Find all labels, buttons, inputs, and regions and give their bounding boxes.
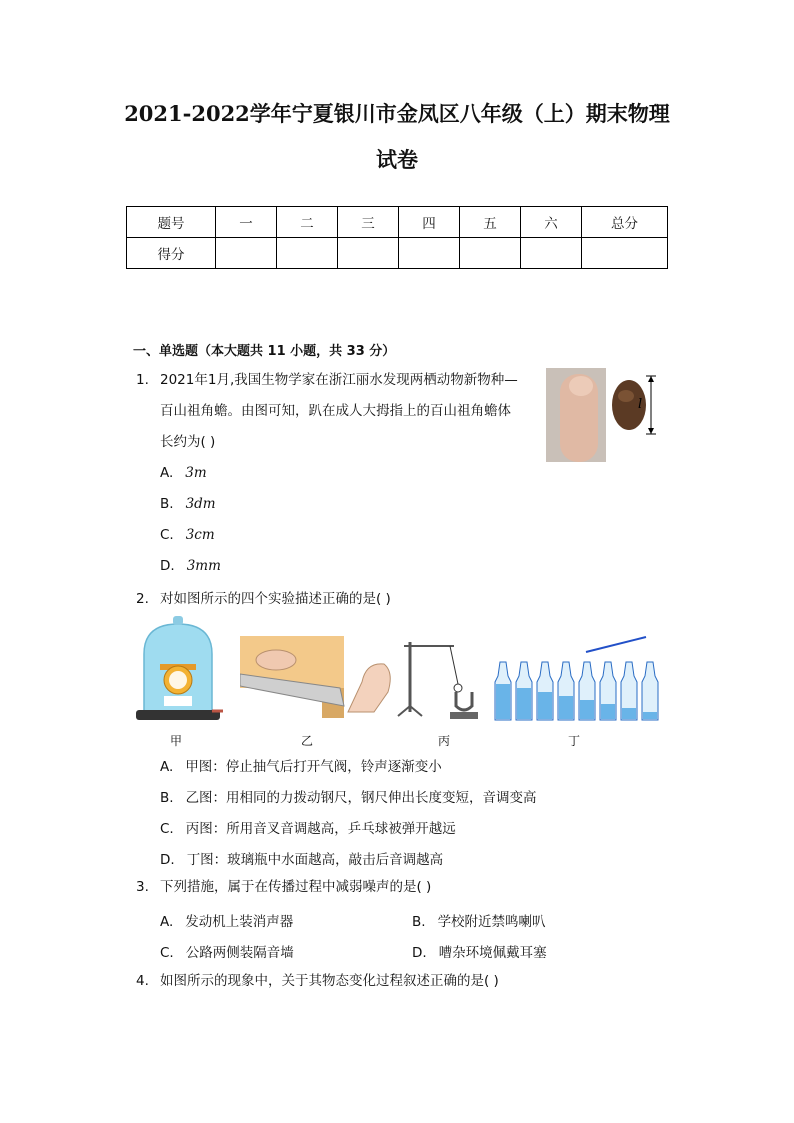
score-input-cell[interactable] bbox=[399, 238, 460, 269]
option-value: 3cm bbox=[185, 527, 215, 543]
score-input-cell[interactable] bbox=[582, 238, 668, 269]
option-b[interactable] bbox=[160, 786, 537, 806]
option-a[interactable] bbox=[160, 910, 293, 930]
water bbox=[517, 688, 531, 719]
option-c[interactable] bbox=[160, 941, 294, 961]
striking-rod bbox=[586, 637, 646, 652]
option-d[interactable] bbox=[160, 848, 443, 868]
question-text: 下列措施，属于在传播过程中减弱噪声的是( ) bbox=[160, 879, 432, 895]
option-value: 3m bbox=[185, 465, 207, 481]
table-cell: 三 bbox=[338, 207, 399, 238]
question-number: 2. bbox=[136, 591, 149, 607]
water bbox=[643, 712, 657, 719]
table-cell: 题号 bbox=[127, 207, 216, 238]
option-letter: C. bbox=[160, 527, 174, 543]
jar-knob bbox=[173, 616, 183, 625]
option-letter: D. bbox=[160, 852, 175, 868]
option-value: 甲图：停止抽气后打开气阀，铃声逐渐变小 bbox=[185, 759, 442, 775]
thread bbox=[450, 646, 458, 684]
option-a[interactable] bbox=[160, 465, 207, 481]
option-b[interactable] bbox=[412, 910, 546, 930]
option-letter: D. bbox=[160, 558, 175, 574]
arrow-down bbox=[648, 428, 654, 434]
tuning-fork bbox=[456, 692, 472, 710]
base-plate bbox=[136, 710, 220, 720]
water bbox=[601, 704, 615, 719]
tuning-fork-figure bbox=[394, 636, 484, 722]
question-text: 如图所示的现象中，关于其物态变化过程叙述正确的是( ) bbox=[160, 973, 499, 989]
option-value: 发动机上装消声器 bbox=[185, 914, 294, 930]
score-input-cell[interactable] bbox=[521, 238, 582, 269]
question-text-line: 2021年1月,我国生物学家在浙江丽水发现两栖动物新物种— bbox=[160, 372, 518, 388]
water bbox=[559, 696, 573, 719]
clock-face bbox=[169, 671, 187, 689]
score-input-cell[interactable] bbox=[460, 238, 521, 269]
title-line2: 试卷 bbox=[376, 147, 418, 172]
question-number: 4. bbox=[136, 973, 149, 989]
option-letter: C. bbox=[160, 821, 174, 837]
question-text: 对如图所示的四个实验描述正确的是( ) bbox=[160, 591, 391, 607]
water bbox=[496, 684, 510, 719]
bottle bbox=[642, 662, 658, 720]
option-letter: C. bbox=[160, 945, 174, 961]
table-cell: 得分 bbox=[127, 238, 216, 269]
length-label: l bbox=[638, 397, 643, 412]
table-cell: 二 bbox=[277, 207, 338, 238]
option-value: 3mm bbox=[186, 558, 221, 574]
score-table bbox=[126, 206, 668, 269]
finger-figure bbox=[344, 652, 396, 718]
option-value: 嘈杂环境佩戴耳塞 bbox=[438, 945, 547, 961]
option-letter: B. bbox=[160, 790, 174, 806]
water bbox=[622, 708, 636, 719]
table-cell: 五 bbox=[460, 207, 521, 238]
bottle-row bbox=[495, 662, 658, 720]
option-letter: B. bbox=[412, 914, 426, 930]
table-cell: 六 bbox=[521, 207, 582, 238]
option-value: 学校附近禁鸣喇叭 bbox=[437, 914, 546, 930]
thumb-frog-figure bbox=[546, 368, 658, 462]
figure-caption-yi: 乙 bbox=[301, 734, 314, 748]
figure-caption-jia: 甲 bbox=[170, 734, 183, 748]
option-c[interactable] bbox=[160, 527, 215, 543]
section-heading: 一、单选题（本大题共 11 小题，共 33 分） bbox=[133, 344, 396, 359]
table-cell: 四 bbox=[399, 207, 460, 238]
bell-jar-figure bbox=[134, 614, 224, 724]
bottles-figure bbox=[494, 632, 662, 722]
finger-hand bbox=[348, 664, 390, 712]
question-text-line: 长约为( ) bbox=[160, 434, 216, 450]
score-input-cell[interactable] bbox=[338, 238, 399, 269]
score-input-cell[interactable] bbox=[277, 238, 338, 269]
option-a[interactable] bbox=[160, 755, 442, 775]
option-d[interactable] bbox=[412, 941, 547, 961]
option-value: 乙图：用相同的力拨动钢尺，钢尺伸出长度变短，音调变高 bbox=[185, 790, 537, 806]
option-letter: A. bbox=[160, 759, 174, 775]
option-letter: A. bbox=[160, 914, 174, 930]
question-number: 3. bbox=[136, 879, 149, 895]
table-cell: 总分 bbox=[582, 207, 668, 238]
frog-head bbox=[618, 390, 634, 402]
score-table-score-row bbox=[127, 238, 668, 269]
question-text-line: 百山祖角蟾。由图可知，趴在成人大拇指上的百山祖角蟾体 bbox=[160, 403, 511, 419]
clock-stand bbox=[164, 696, 192, 706]
option-value: 丙图：所用音叉音调越高，乒乓球被弹开越远 bbox=[185, 821, 456, 837]
option-value: 3dm bbox=[185, 496, 216, 512]
option-letter: B. bbox=[160, 496, 174, 512]
option-value: 公路两侧装隔音墙 bbox=[185, 945, 294, 961]
title-line1: 2021-2022学年宁夏银川市金凤区八年级（上）期末物理 bbox=[124, 101, 670, 126]
question-number: 1. bbox=[136, 372, 149, 388]
arrow-up bbox=[648, 376, 654, 382]
option-d[interactable] bbox=[160, 558, 221, 574]
option-b[interactable] bbox=[160, 496, 216, 512]
ruler-figure bbox=[240, 636, 348, 718]
water bbox=[580, 700, 594, 719]
option-c[interactable] bbox=[160, 817, 456, 837]
ping-pong-ball bbox=[454, 684, 462, 692]
hand-left bbox=[256, 650, 296, 670]
fork-base bbox=[450, 712, 478, 719]
score-input-cell[interactable] bbox=[216, 238, 277, 269]
option-letter: D. bbox=[412, 945, 427, 961]
table-cell: 一 bbox=[216, 207, 277, 238]
score-table-header-row bbox=[127, 207, 668, 238]
figure-caption-bing: 丙 bbox=[438, 734, 451, 748]
figure-caption-ding: 丁 bbox=[568, 734, 581, 748]
option-value: 丁图：玻璃瓶中水面越高，敲击后音调越高 bbox=[186, 852, 444, 868]
thumbnail-shape bbox=[569, 376, 593, 396]
water bbox=[538, 692, 552, 719]
option-letter: A. bbox=[160, 465, 174, 481]
